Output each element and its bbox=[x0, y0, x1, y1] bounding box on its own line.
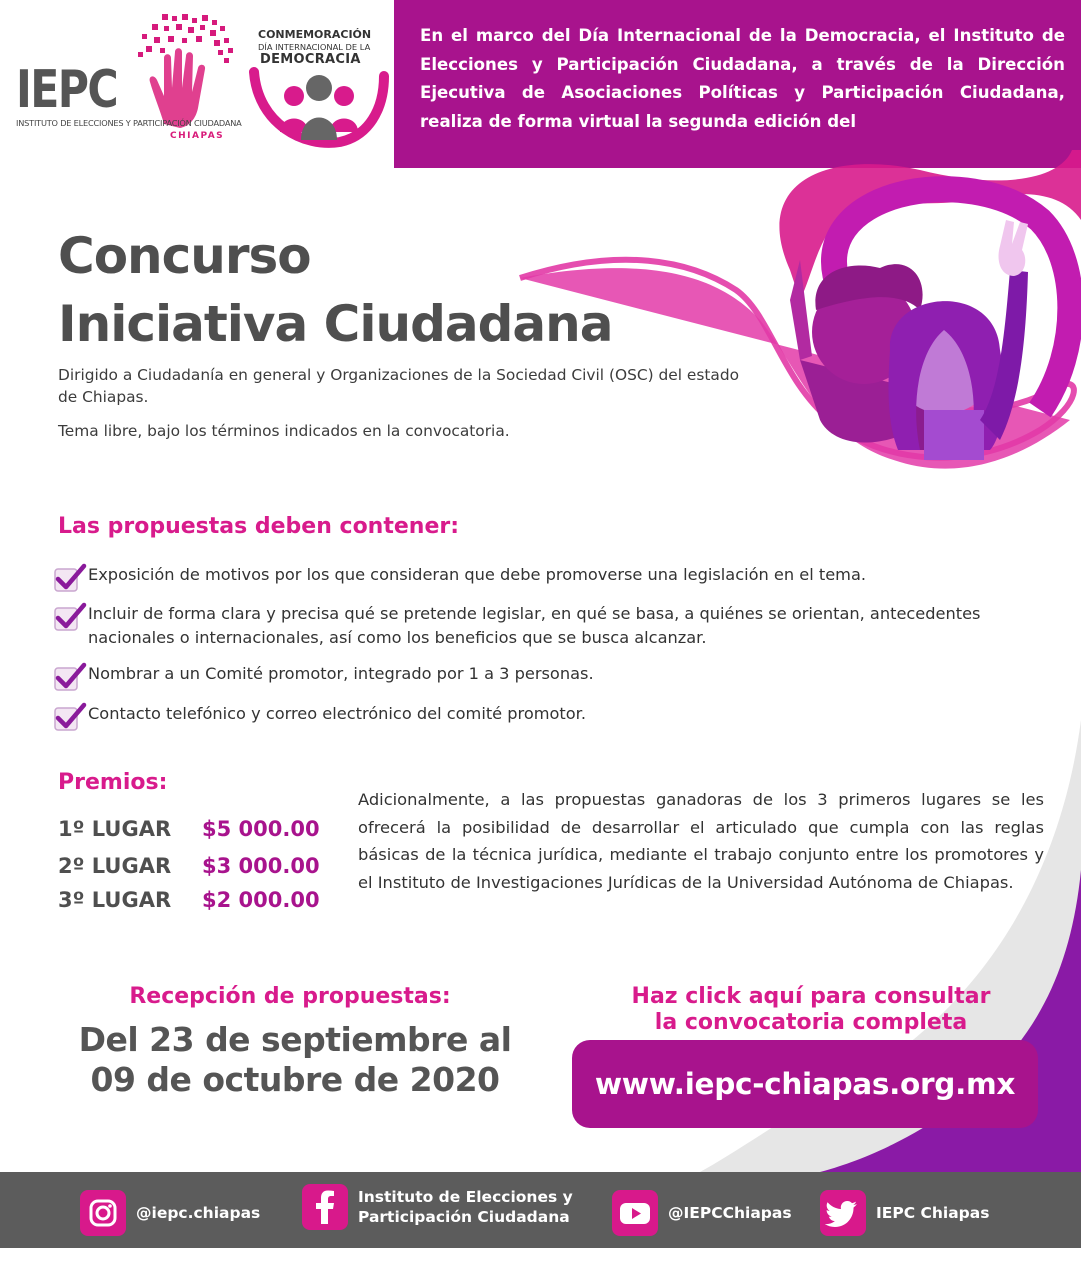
checkbox-check-icon bbox=[52, 702, 88, 732]
prize-place: 3º LUGAR bbox=[58, 888, 172, 912]
facebook-name bbox=[358, 1187, 573, 1227]
iepc-logo-name: INSTITUTO DE ELECCIONES Y PARTICIPACIÓN CIUDADANA bbox=[16, 118, 242, 128]
youtube-handle: @IEPCChiapas bbox=[668, 1204, 792, 1222]
social-youtube[interactable] bbox=[612, 1190, 792, 1236]
social-footer bbox=[0, 1172, 1081, 1248]
prize-place: 1º LUGAR bbox=[58, 817, 172, 841]
contest-title bbox=[58, 222, 612, 358]
requirement-text: Nombrar a un Comité promotor, integrado por 1 a 3 personas. bbox=[88, 664, 594, 683]
twitter-handle: IEPC Chiapas bbox=[876, 1204, 990, 1222]
social-twitter[interactable] bbox=[820, 1190, 989, 1236]
requirement-text: Exposición de motivos por los que consideran que debe promoverse una legislación en el tema. bbox=[88, 565, 867, 584]
instagram-handle: @iepc.chiapas bbox=[136, 1204, 261, 1222]
youtube-icon bbox=[612, 1190, 658, 1236]
democracy-logo-line3: DEMOCRACIA bbox=[260, 52, 361, 67]
audience-text: Dirigido a Ciudadanía en general y Organizaciones de la Sociedad Civil (OSC) del estado de Chiapas. bbox=[58, 366, 740, 406]
facebook-name-line1: Instituto de Elecciones y bbox=[358, 1188, 573, 1206]
reception-dates-line2: 09 de octubre de 2020 bbox=[90, 1060, 500, 1099]
checkbox-check-icon bbox=[52, 602, 88, 632]
header-banner bbox=[394, 0, 1081, 168]
header-intro-text bbox=[420, 22, 1065, 136]
requirement-text: Contacto telefónico y correo electrónico del comité promotor. bbox=[88, 704, 586, 723]
twitter-icon bbox=[820, 1190, 866, 1236]
cta-line2: la convocatoria completa bbox=[654, 1010, 968, 1035]
cta-line1: Haz click aquí para consultar bbox=[631, 984, 991, 1009]
requirement-item bbox=[52, 662, 1052, 692]
prize-place: 2º LUGAR bbox=[58, 854, 172, 878]
democracy-logo-line2: DÍA INTERNACIONAL DE LA bbox=[258, 42, 371, 52]
requirements-heading: Las propuestas deben contener: bbox=[58, 514, 460, 539]
theme-text: Tema libre, bajo los términos indicados en la convocatoria. bbox=[58, 422, 510, 440]
cta-text bbox=[576, 984, 1046, 1036]
reception-dates-line1: Del 23 de septiembre al bbox=[78, 1020, 512, 1059]
requirement-item bbox=[52, 602, 1052, 650]
additional-benefit-text: Adicionalmente, a las propuestas ganadoras de los 3 primeros lugares se les ofrecerá la posibilidad de desarrollar el articulado que cumpla con las reglas básicas de la técnica jurídica, mediante el trabajo conjunto entre los promotores y el Instituto de Investigaciones Jurídicas de la Universidad Autónoma de Chiapas. bbox=[358, 790, 1044, 892]
prize-amount: $2 000.00 bbox=[202, 888, 320, 912]
header-line: Elecciones y Participación Ciudadana, a través de la Dirección bbox=[420, 54, 1065, 74]
social-facebook[interactable] bbox=[302, 1184, 573, 1230]
prize-amount: $5 000.00 bbox=[202, 817, 320, 841]
facebook-name-line2: Participación Ciudadana bbox=[358, 1208, 570, 1226]
requirement-text: Incluir de forma clara y precisa qué se pretende legislar, en qué se basa, a quiénes se orientan, antecedentes nacionales o internacionales, así como los beneficios que se busca alcanzar. bbox=[88, 604, 981, 647]
prizes-heading: Premios: bbox=[58, 770, 168, 795]
prize-row bbox=[58, 888, 328, 912]
instagram-icon bbox=[80, 1190, 126, 1236]
democracy-logo-line1: CONMEMORACIÓN bbox=[258, 28, 372, 41]
header-line: En el marco del Día Internacional de la Democracia, el Instituto de bbox=[420, 26, 1065, 45]
contest-title-line2: Iniciativa Ciudadana bbox=[58, 295, 613, 353]
iepc-logo-word: IEPC bbox=[16, 60, 117, 120]
contest-title-line1: Concurso bbox=[58, 227, 311, 285]
prize-amount: $3 000.00 bbox=[202, 854, 320, 878]
reception-dates bbox=[40, 1020, 550, 1100]
checkbox-check-icon bbox=[52, 662, 88, 692]
iepc-logo-state: CHIAPAS bbox=[170, 131, 225, 141]
checkbox-check-icon bbox=[52, 563, 88, 593]
header-line: realiza de forma virtual la segunda edición del bbox=[420, 111, 857, 131]
header-line: Ejecutiva de Asociaciones Políticas y Participación Ciudadana, bbox=[420, 83, 1065, 102]
requirement-item bbox=[52, 563, 1052, 593]
social-instagram[interactable] bbox=[80, 1190, 260, 1236]
website-link-button[interactable]: www.iepc-chiapas.org.mx bbox=[572, 1040, 1038, 1128]
prize-row bbox=[58, 854, 328, 878]
reception-heading: Recepción de propuestas: bbox=[129, 984, 451, 1009]
facebook-icon bbox=[302, 1184, 348, 1230]
prize-row bbox=[58, 817, 328, 841]
